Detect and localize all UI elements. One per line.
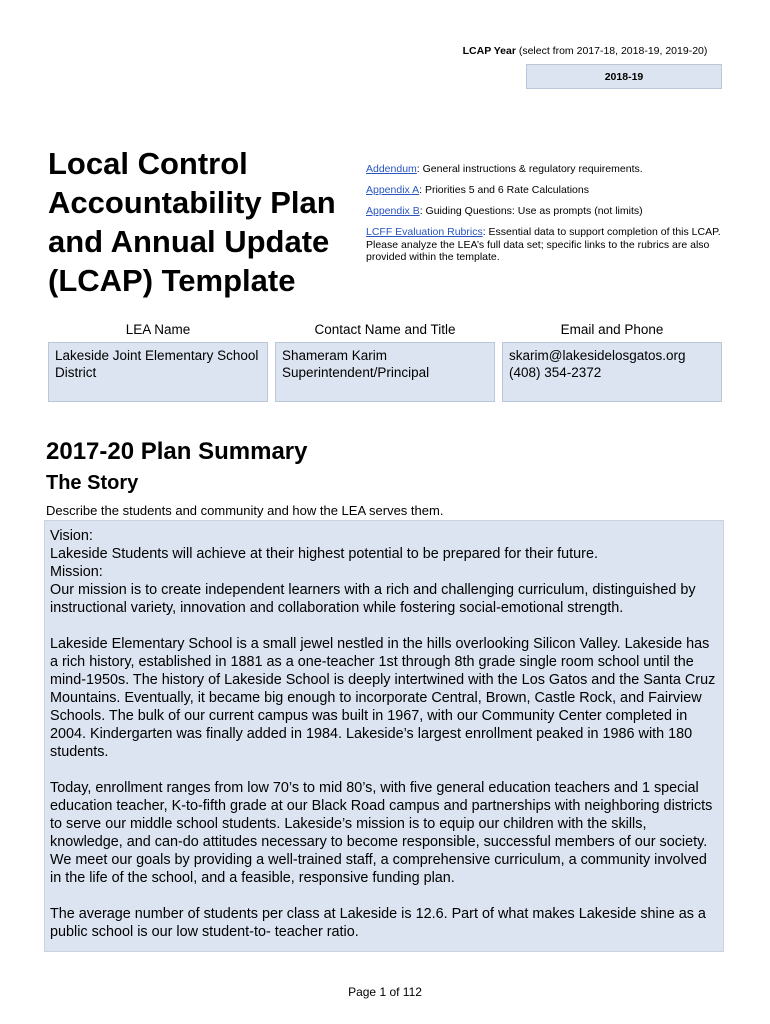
appendix-b-link[interactable]: Appendix B (366, 205, 420, 217)
email-value: skarim@lakesidelosgatos.org (509, 348, 686, 363)
lea-name-value: Lakeside Joint Elementary School District (55, 348, 259, 380)
story-paragraph-enrollment: Today, enrollment ranges from low 70’s to mid 80’s, with five general education teachers and 1 special education teacher, K-to-fifth grade at our Black Road campus and partnerships with neighboring districts to serve our middle school students. Lakeside’s mission is to equip our children with the skills, knowledge, and can-do attitudes necessary to become responsible, successful members of our society. We meet our goals by providing a well-trained staff, a comprehensive curriculum, a community involved in the life of the school, and a feasible, responsive funding plan. (50, 780, 713, 886)
link-description: : Guiding Questions: Use as prompts (not limits) (419, 205, 643, 217)
lcap-year-label (440, 45, 730, 57)
link-description: : General instructions & regulatory requirements. (416, 163, 643, 175)
appendix-a-link[interactable]: Appendix A (366, 184, 420, 196)
lcap-year-label-bold: LCAP Year (462, 45, 516, 57)
email-phone-field[interactable] (502, 342, 722, 402)
link-item-addendum (366, 163, 730, 176)
contact-field[interactable] (275, 342, 495, 402)
lcap-year-field[interactable]: 2018-19 (526, 64, 722, 89)
phone-value: (408) 354-2372 (509, 365, 602, 380)
page-number: Page 1 of 112 (348, 985, 422, 999)
addendum-link[interactable]: Addendum (366, 163, 417, 175)
link-item-appendix-a (366, 184, 730, 197)
lea-name-field[interactable] (48, 342, 268, 402)
email-phone-header: Email and Phone (560, 322, 664, 337)
story-paragraph-class-size: The average number of students per class at Lakeside is 12.6. Part of what makes Lakeside shine as a public school is our low student-to- teacher ratio. (50, 906, 706, 940)
page-title: Local Control Accountability Plan and Annual Update (LCAP) Template (48, 146, 336, 298)
plan-summary-heading: 2017-20 Plan Summary (46, 438, 308, 465)
link-item-appendix-b (366, 205, 730, 218)
contact-title-value: Superintendent/Principal (282, 365, 430, 380)
mission-label: Mission: (50, 564, 103, 580)
story-text-field[interactable] (44, 520, 724, 952)
link-item-lcff-rubrics (366, 226, 730, 264)
link-description: : Essential data to support completion of this LCAP. Please analyze the LEA’s full data set; specific links to the rubrics are also provided within the template. (366, 226, 721, 263)
vision-label: Vision: (50, 528, 93, 544)
story-paragraph-history: Lakeside Elementary School is a small jewel nestled in the hills overlooking Silicon Valley. Lakeside has a rich history, established in 1881 as a one-teacher 1st through 8th grade single room school until the mind-1950s. The history of Lakeside School is deeply intertwined with the Los Gatos and the Santa Cruz Mountains. Eventually, it became big enough to incorporate Central, Brown, Castle Rock, and Fairview Schools. The bulk of our current campus was built in 1967, with our Community Center completed in 2004. Kindergarten was finally added in 1984. Lakeside’s largest enrollment peaked in 1986 with 180 students. (50, 636, 716, 760)
story-prompt: Describe the students and community and how the LEA serves them. (46, 503, 444, 518)
contact-header: Contact Name and Title (314, 322, 456, 337)
mission-text: Our mission is to create independent learners with a rich and challenging curriculum, distinguished by instructional variety, innovation and collaboration while fostering social-emotional strength. (50, 582, 696, 616)
lea-name-header: LEA Name (125, 322, 191, 337)
vision-text: Lakeside Students will achieve at their highest potential to be prepared for their future. (50, 546, 598, 562)
story-heading: The Story (46, 472, 139, 494)
lcff-rubrics-link[interactable]: LCFF Evaluation Rubrics (366, 226, 483, 238)
reference-links (366, 163, 730, 272)
link-description: : Priorities 5 and 6 Rate Calculations (419, 184, 589, 196)
contact-name-value: Shameram Karim (282, 348, 388, 363)
lcap-year-label-hint: (select from 2017-18, 2018-19, 2019-20) (515, 45, 708, 57)
